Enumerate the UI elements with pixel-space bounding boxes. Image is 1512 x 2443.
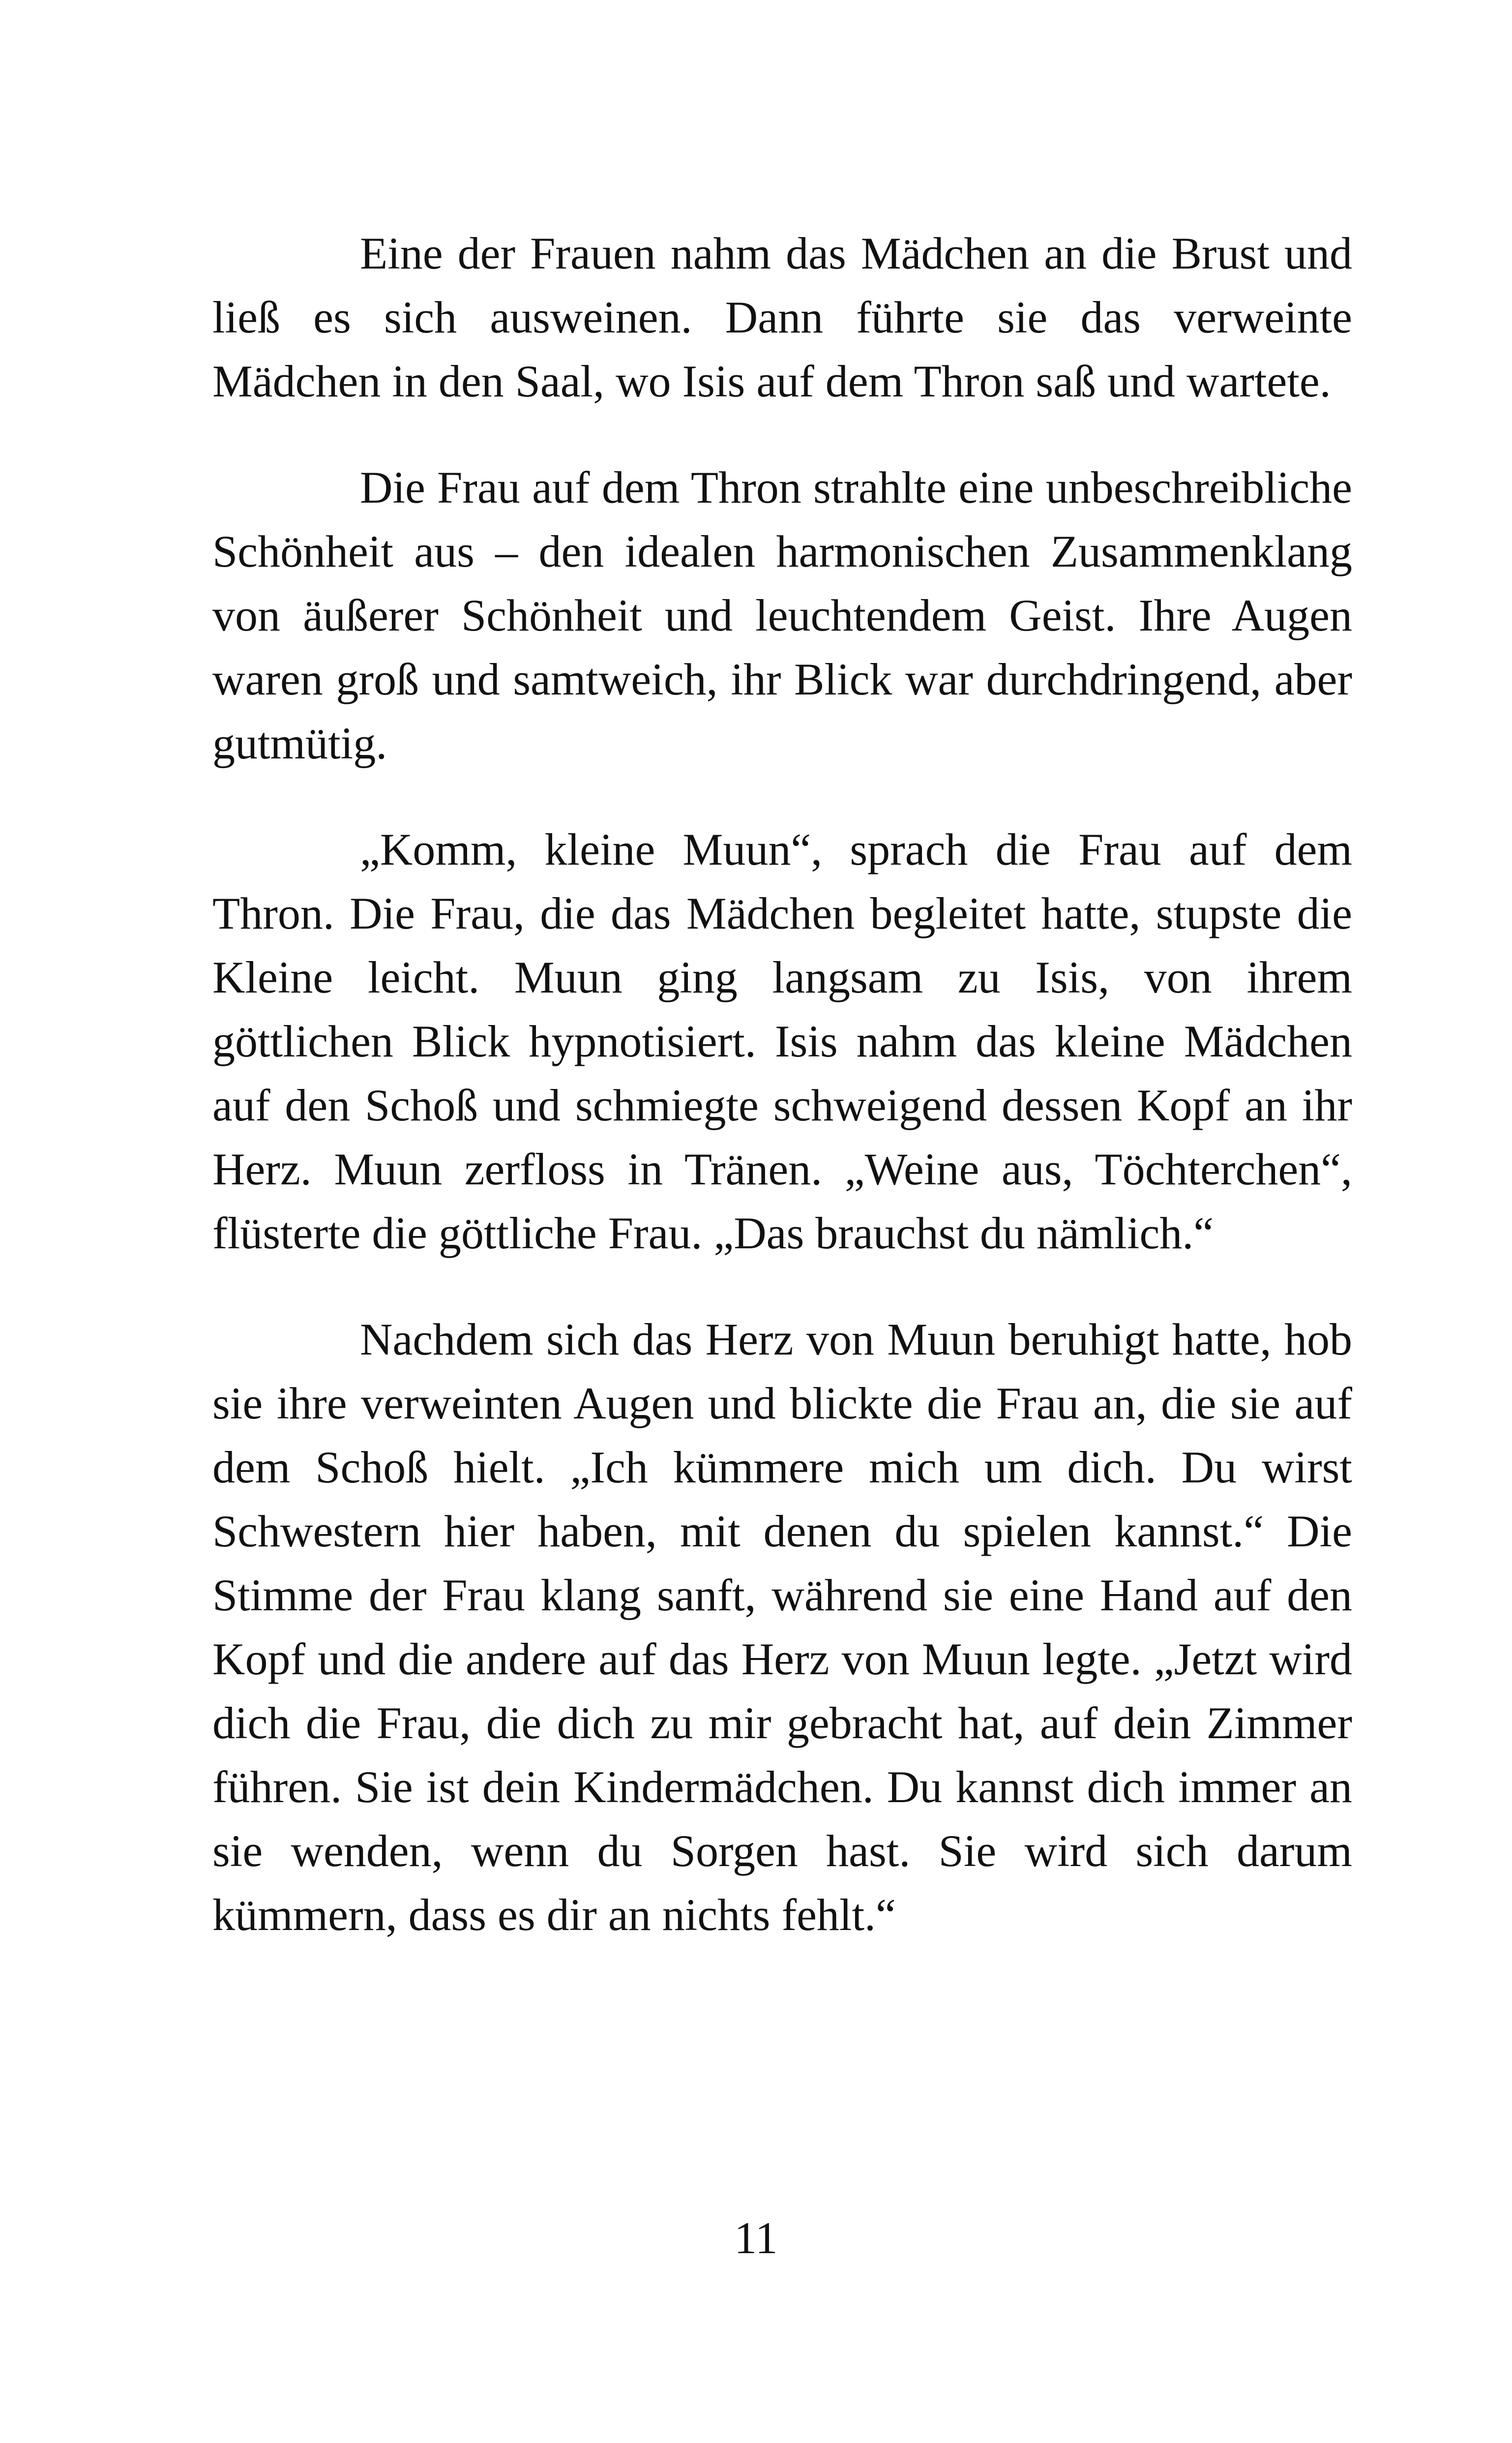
page-number: 11: [734, 2213, 778, 2263]
paragraph-2: Die Frau auf dem Thron strahlte eine unbeschreibliche Schönheit aus – den idealen harmonischen Zusammenklang von äußerer Schönheit und leuchtendem Geist. Ihre Augen waren groß und samtweich, ihr Blick war durchdringend, aber gutmütig.: [212, 462, 1352, 768]
paragraph-4: Nachdem sich das Herz von Muun beruhigt hatte, hob sie ihre verweinten Augen und blickte die Frau an, die sie auf dem Schoß hielt. „Ich kümmere mich um dich. Du wirst Schwestern hier haben, mit denen du spielen kannst.“ Die Stimme der Frau klang sanft, während sie eine Hand auf den Kopf und die andere auf das Herz von Muun legte. „Jetzt wird dich die Frau, die dich zu mir gebracht hat, auf dein Zimmer führen. Sie ist dein Kindermädchen. Du kannst dich immer an sie wenden, wenn du Sorgen hast. Sie wird sich darum kümmern, dass es dir an nichts fehlt.“: [212, 1314, 1352, 1940]
paragraph-1: Eine der Frauen nahm das Mädchen an die Brust und ließ es sich ausweinen. Dann führte sie das verweinte Mädchen in den Saal, wo Isis auf dem Thron saß und wartete.: [212, 228, 1352, 406]
paragraph-3: „Komm, kleine Muun“, sprach die Frau auf dem Thron. Die Frau, die das Mädchen begleitet hatte, stupste die Kleine leicht. Muun ging langsam zu Isis, von ihrem göttlichen Blick hypnotisiert. Isis nahm das kleine Mädchen auf den Schoß und schmiegte schweigend dessen Kopf an ihr Herz. Muun zerfloss in Tränen. „Weine aus, Töchterchen“, flüsterte die göttliche Frau. „Das brauchst du nämlich.“: [212, 824, 1352, 1258]
body-text: [212, 221, 1352, 1989]
